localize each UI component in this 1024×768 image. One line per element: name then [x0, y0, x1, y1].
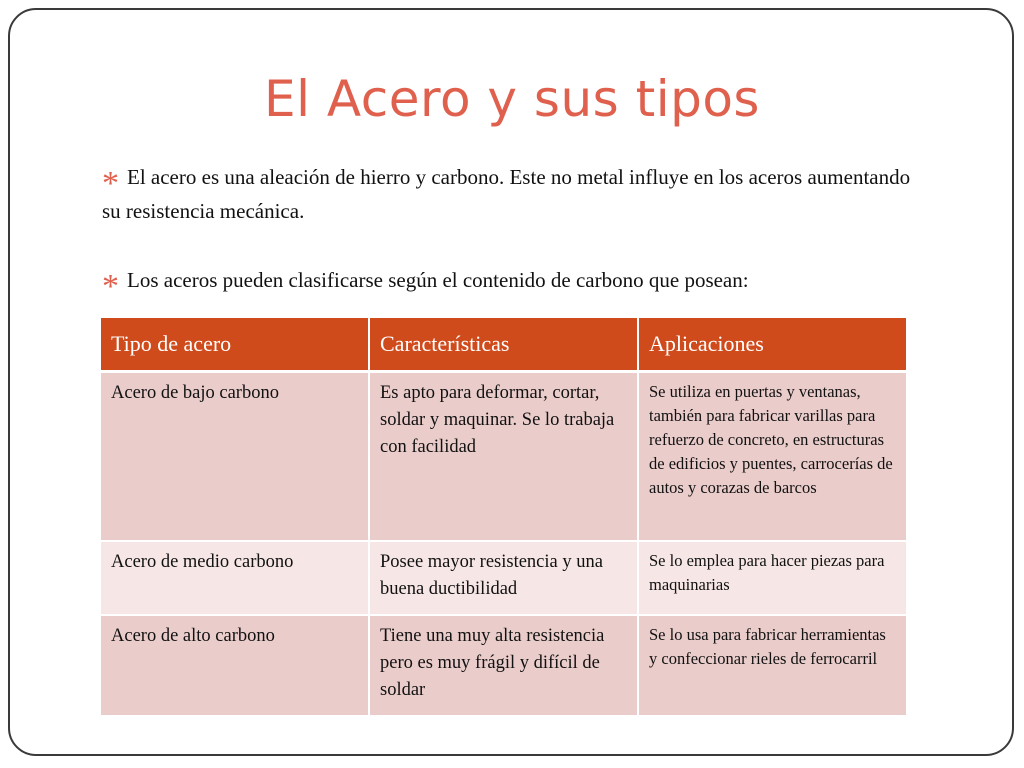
column-header-aplicaciones: Aplicaciones	[638, 318, 907, 372]
cell-tipo: Acero de bajo carbono	[101, 372, 369, 542]
column-header-caracteristicas: Características	[369, 318, 638, 372]
cell-tipo: Acero de medio carbono	[101, 541, 369, 615]
bullet-text: Los aceros pueden clasificarse según el contenido de carbono que posean:	[127, 268, 749, 292]
bullet-star-icon: *	[102, 165, 119, 202]
slide-title: El Acero y sus tipos	[264, 70, 760, 128]
table-header-row	[101, 318, 907, 372]
cell-tipo: Acero de alto carbono	[101, 615, 369, 716]
table-row	[101, 615, 907, 716]
bullet-star-icon: *	[102, 268, 119, 305]
cell-caracteristicas: Es apto para deformar, cortar, soldar y maquinar. Se lo trabaja con facilidad	[369, 372, 638, 542]
cell-aplicaciones: Se lo usa para fabricar herramientas y confeccionar rieles de ferrocarril	[638, 615, 907, 716]
cell-aplicaciones: Se lo emplea para hacer piezas para maquinarias	[638, 541, 907, 615]
table-row	[101, 541, 907, 615]
bullet-text: El acero es una aleación de hierro y carbono. Este no metal influye en los aceros aumentando su resistencia mecánica.	[102, 165, 911, 223]
bullet-item	[102, 263, 922, 305]
bullet-item	[102, 160, 922, 228]
cell-aplicaciones: Se utiliza en puertas y ventanas, también para fabricar varillas para refuerzo de concreto, en estructuras de edificios y puentes, carrocerías de autos y corazas de barcos	[638, 372, 907, 542]
column-header-tipo: Tipo de acero	[101, 318, 369, 372]
steel-types-table	[101, 318, 908, 717]
table-row	[101, 372, 907, 542]
cell-caracteristicas: Posee mayor resistencia y una buena ductibilidad	[369, 541, 638, 615]
cell-caracteristicas: Tiene una muy alta resistencia pero es muy frágil y difícil de soldar	[369, 615, 638, 716]
